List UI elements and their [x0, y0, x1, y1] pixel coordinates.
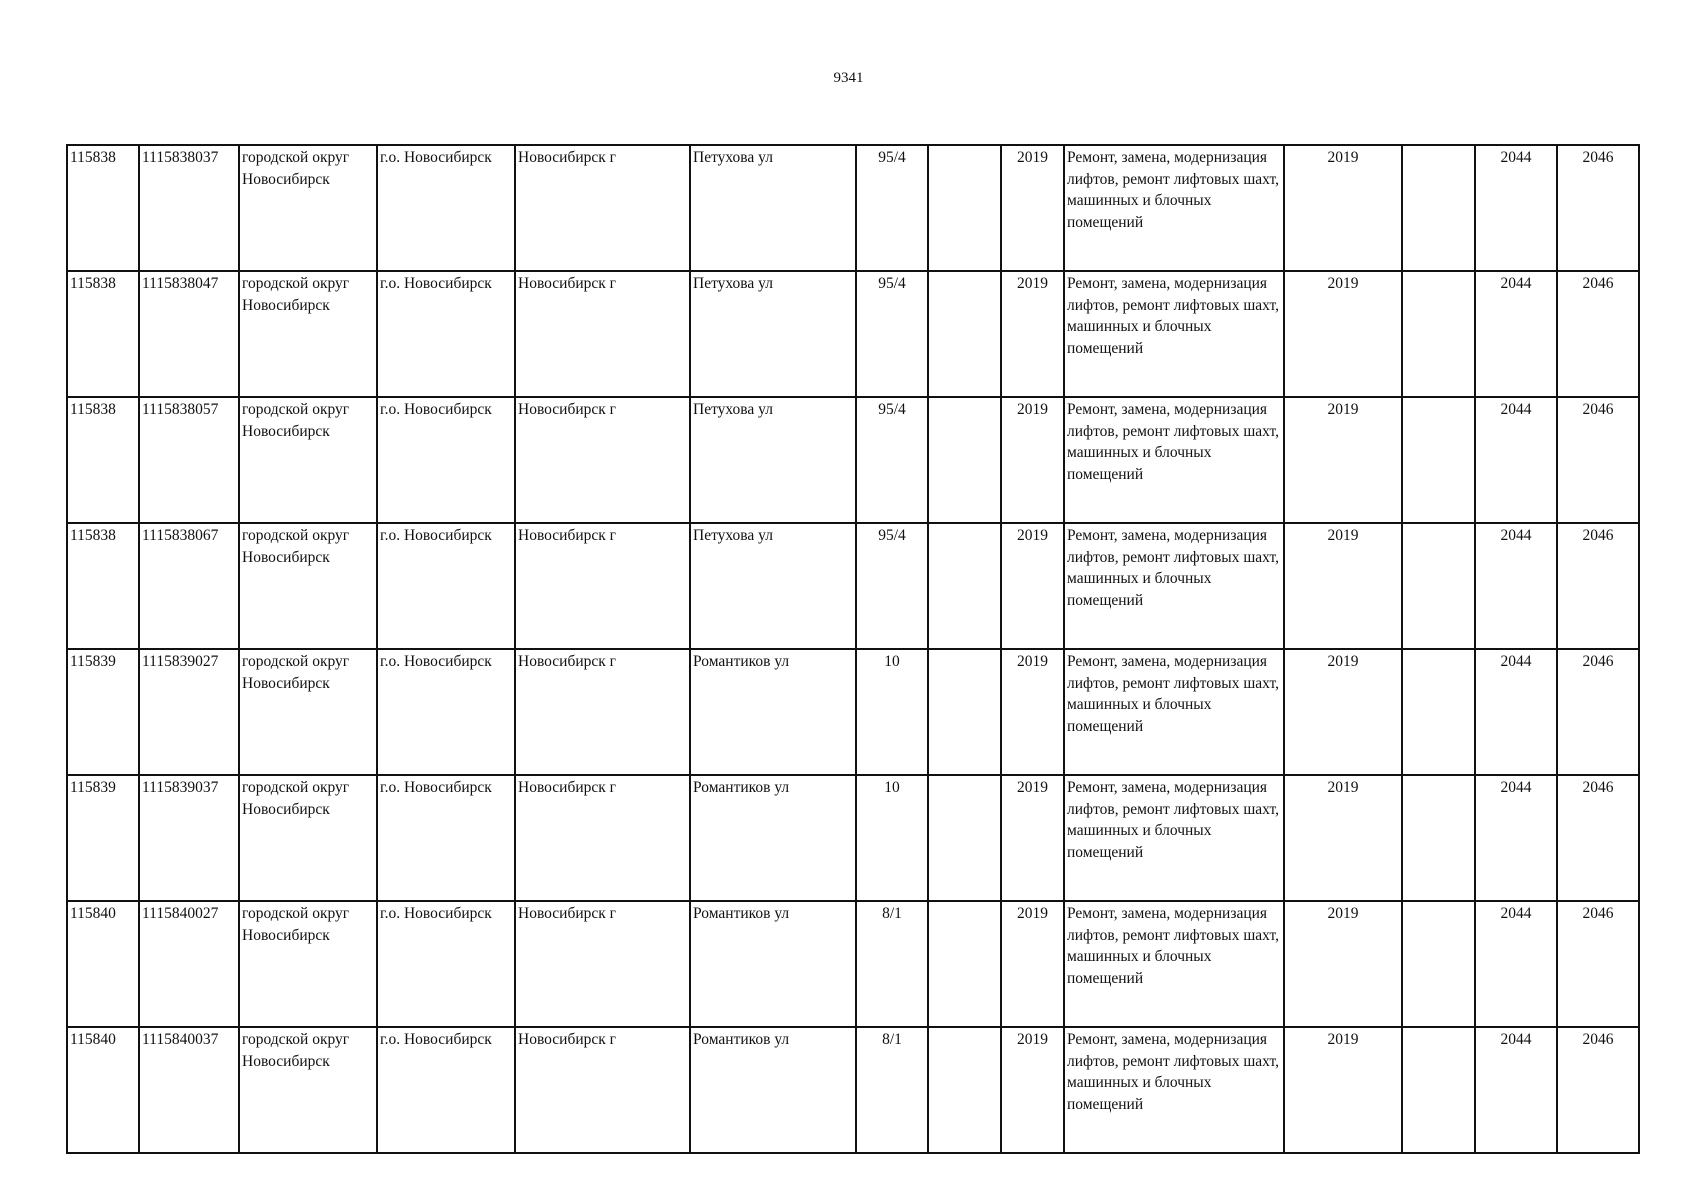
work-type-cell: Ремонт, замена, модернизация лифтов, ремонт лифтовых шахт, машинных и блочных помещений	[1064, 271, 1284, 397]
street-cell: Романтиков ул	[690, 775, 856, 901]
record-id-cell: 1115840027	[139, 901, 239, 1027]
municipality-cell: городской округ Новосибирск	[239, 523, 377, 649]
object-id-cell: 115838	[67, 397, 139, 523]
district-cell: г.о. Новосибирск	[377, 1027, 515, 1153]
year-end-cell: 2046	[1557, 1027, 1639, 1153]
settlement-cell: Новосибирск г	[515, 1027, 690, 1153]
street-cell: Романтиков ул	[690, 649, 856, 775]
work-type-cell: Ремонт, замена, модернизация лифтов, ремонт лифтовых шахт, машинных и блочных помещений	[1064, 775, 1284, 901]
year-start-cell: 2044	[1475, 397, 1557, 523]
street-cell: Романтиков ул	[690, 1027, 856, 1153]
year-start-cell: 2044	[1475, 775, 1557, 901]
table-row	[67, 523, 1639, 649]
work-type-cell: Ремонт, замена, модернизация лифтов, ремонт лифтовых шахт, машинных и блочных помещений	[1064, 523, 1284, 649]
house-number-cell: 10	[856, 649, 928, 775]
municipality-cell: городской округ Новосибирск	[239, 1027, 377, 1153]
planned-year-cell: 2019	[1284, 523, 1402, 649]
empty-cell	[1402, 523, 1475, 649]
planned-year-cell: 2019	[1284, 901, 1402, 1027]
table-row	[67, 775, 1639, 901]
object-id-cell: 115840	[67, 901, 139, 1027]
settlement-cell: Новосибирск г	[515, 271, 690, 397]
settlement-cell: Новосибирск г	[515, 145, 690, 271]
object-id-cell: 115838	[67, 523, 139, 649]
object-id-cell: 115838	[67, 145, 139, 271]
year-start-cell: 2044	[1475, 523, 1557, 649]
district-cell: г.о. Новосибирск	[377, 271, 515, 397]
registry-table	[66, 144, 1640, 1154]
district-cell: г.о. Новосибирск	[377, 649, 515, 775]
year-cell: 2019	[1001, 1027, 1064, 1153]
record-id-cell: 1115838067	[139, 523, 239, 649]
house-number-cell: 95/4	[856, 523, 928, 649]
table-row	[67, 145, 1639, 271]
table-row	[67, 397, 1639, 523]
year-cell: 2019	[1001, 775, 1064, 901]
page-number: 9341	[833, 70, 864, 86]
empty-cell	[1402, 1027, 1475, 1153]
district-cell: г.о. Новосибирск	[377, 523, 515, 649]
record-id-cell: 1115838047	[139, 271, 239, 397]
municipality-cell: городской округ Новосибирск	[239, 649, 377, 775]
empty-cell	[1402, 145, 1475, 271]
settlement-cell: Новосибирск г	[515, 649, 690, 775]
year-start-cell: 2044	[1475, 271, 1557, 397]
year-end-cell: 2046	[1557, 397, 1639, 523]
house-number-cell: 95/4	[856, 271, 928, 397]
empty-cell	[928, 649, 1001, 775]
object-id-cell: 115838	[67, 271, 139, 397]
planned-year-cell: 2019	[1284, 649, 1402, 775]
record-id-cell: 1115838057	[139, 397, 239, 523]
empty-cell	[928, 901, 1001, 1027]
house-number-cell: 8/1	[856, 901, 928, 1027]
municipality-cell: городской округ Новосибирск	[239, 397, 377, 523]
street-cell: Романтиков ул	[690, 901, 856, 1027]
house-number-cell: 8/1	[856, 1027, 928, 1153]
district-cell: г.о. Новосибирск	[377, 145, 515, 271]
empty-cell	[928, 397, 1001, 523]
settlement-cell: Новосибирск г	[515, 775, 690, 901]
table-row	[67, 271, 1639, 397]
street-cell: Петухова ул	[690, 523, 856, 649]
settlement-cell: Новосибирск г	[515, 901, 690, 1027]
work-type-cell: Ремонт, замена, модернизация лифтов, ремонт лифтовых шахт, машинных и блочных помещений	[1064, 649, 1284, 775]
district-cell: г.о. Новосибирск	[377, 397, 515, 523]
street-cell: Петухова ул	[690, 271, 856, 397]
table-row	[67, 901, 1639, 1027]
year-start-cell: 2044	[1475, 901, 1557, 1027]
work-type-cell: Ремонт, замена, модернизация лифтов, ремонт лифтовых шахт, машинных и блочных помещений	[1064, 397, 1284, 523]
planned-year-cell: 2019	[1284, 397, 1402, 523]
street-cell: Петухова ул	[690, 145, 856, 271]
empty-cell	[928, 1027, 1001, 1153]
district-cell: г.о. Новосибирск	[377, 775, 515, 901]
year-end-cell: 2046	[1557, 145, 1639, 271]
house-number-cell: 95/4	[856, 145, 928, 271]
table-body	[67, 145, 1639, 1153]
empty-cell	[1402, 775, 1475, 901]
settlement-cell: Новосибирск г	[515, 397, 690, 523]
empty-cell	[1402, 397, 1475, 523]
municipality-cell: городской округ Новосибирск	[239, 145, 377, 271]
record-id-cell: 1115839037	[139, 775, 239, 901]
table-row	[67, 649, 1639, 775]
house-number-cell: 10	[856, 775, 928, 901]
year-cell: 2019	[1001, 649, 1064, 775]
year-start-cell: 2044	[1475, 649, 1557, 775]
year-start-cell: 2044	[1475, 145, 1557, 271]
object-id-cell: 115839	[67, 649, 139, 775]
year-cell: 2019	[1001, 901, 1064, 1027]
municipality-cell: городской округ Новосибирск	[239, 901, 377, 1027]
empty-cell	[1402, 901, 1475, 1027]
year-end-cell: 2046	[1557, 523, 1639, 649]
empty-cell	[928, 775, 1001, 901]
district-cell: г.о. Новосибирск	[377, 901, 515, 1027]
record-id-cell: 1115838037	[139, 145, 239, 271]
record-id-cell: 1115839027	[139, 649, 239, 775]
year-start-cell: 2044	[1475, 1027, 1557, 1153]
year-end-cell: 2046	[1557, 271, 1639, 397]
object-id-cell: 115839	[67, 775, 139, 901]
year-end-cell: 2046	[1557, 901, 1639, 1027]
empty-cell	[928, 523, 1001, 649]
object-id-cell: 115840	[67, 1027, 139, 1153]
planned-year-cell: 2019	[1284, 145, 1402, 271]
record-id-cell: 1115840037	[139, 1027, 239, 1153]
settlement-cell: Новосибирск г	[515, 523, 690, 649]
empty-cell	[1402, 271, 1475, 397]
year-end-cell: 2046	[1557, 775, 1639, 901]
empty-cell	[928, 145, 1001, 271]
municipality-cell: городской округ Новосибирск	[239, 271, 377, 397]
planned-year-cell: 2019	[1284, 271, 1402, 397]
house-number-cell: 95/4	[856, 397, 928, 523]
year-cell: 2019	[1001, 523, 1064, 649]
work-type-cell: Ремонт, замена, модернизация лифтов, ремонт лифтовых шахт, машинных и блочных помещений	[1064, 145, 1284, 271]
empty-cell	[928, 271, 1001, 397]
planned-year-cell: 2019	[1284, 775, 1402, 901]
year-end-cell: 2046	[1557, 649, 1639, 775]
empty-cell	[1402, 649, 1475, 775]
street-cell: Петухова ул	[690, 397, 856, 523]
table-row	[67, 1027, 1639, 1153]
year-cell: 2019	[1001, 397, 1064, 523]
work-type-cell: Ремонт, замена, модернизация лифтов, ремонт лифтовых шахт, машинных и блочных помещений	[1064, 1027, 1284, 1153]
work-type-cell: Ремонт, замена, модернизация лифтов, ремонт лифтовых шахт, машинных и блочных помещений	[1064, 901, 1284, 1027]
planned-year-cell: 2019	[1284, 1027, 1402, 1153]
municipality-cell: городской округ Новосибирск	[239, 775, 377, 901]
year-cell: 2019	[1001, 271, 1064, 397]
year-cell: 2019	[1001, 145, 1064, 271]
